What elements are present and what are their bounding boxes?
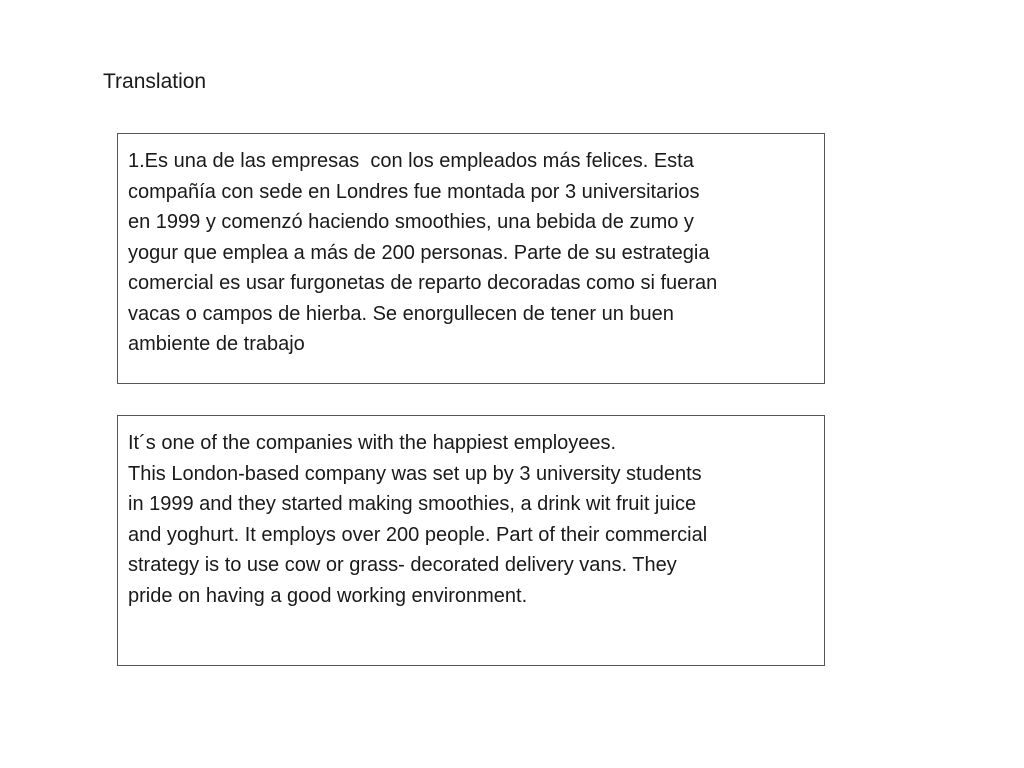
spanish-text-line: yogur que emplea a más de 200 personas. Parte de su estrategia [128,241,710,264]
english-text-line: in 1999 and they started making smoothies, a drink wit fruit juice [128,493,697,515]
english-text-line: pride on having a good working environment. [128,584,528,607]
slide-title: Translation [103,70,207,93]
spanish-text-line: comercial es usar furgonetas de reparto decoradas como si fueran [128,272,718,294]
spanish-text-line: ambiente de trabajo [128,333,305,355]
spanish-text-line: vacas o campos de hierba. Se enorgullecen de tener un buen [128,302,674,325]
spanish-text-box [117,133,825,384]
english-text-line: It´s one of the companies with the happiest employees. [128,432,617,454]
english-text-line: This London-based company was set up by 3 university students [128,462,702,485]
english-text-box [117,415,825,666]
english-text-line: strategy is to use cow or grass- decorated delivery vans. They [128,554,677,576]
spanish-text-line: 1.Es una de las empresas con los empleados más felices. Esta [128,150,694,172]
spanish-text-line: en 1999 y comenzó haciendo smoothies, una bebida de zumo y [128,211,694,233]
english-text-line: and yoghurt. It employs over 200 people. Part of their commercial [128,523,708,546]
spanish-text-line: compañía con sede en Londres fue montada por 3 universitarios [128,180,700,203]
